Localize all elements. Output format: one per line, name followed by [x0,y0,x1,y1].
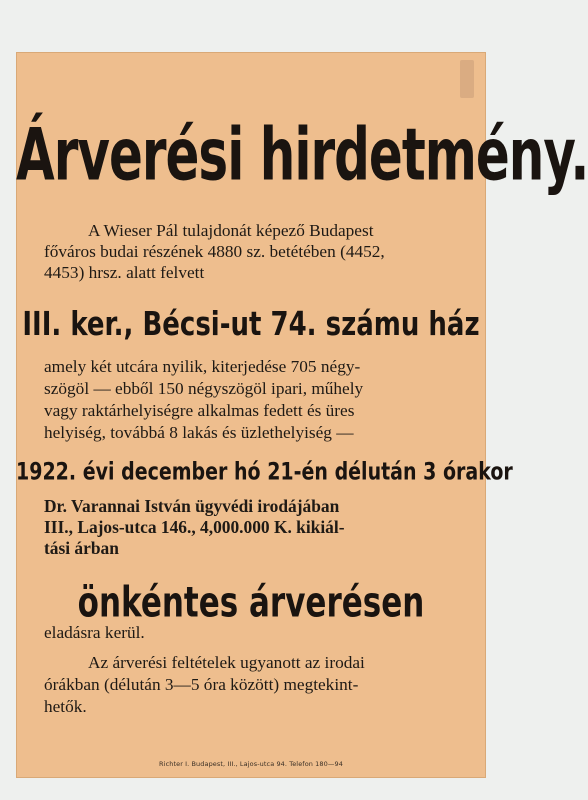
location-line-1: Dr. Varannai István ügyvédi irodájában [44,496,340,516]
auction-heading: önkéntes árverésen [77,578,425,628]
auction-poster [16,52,588,778]
description-paragraph [44,356,462,444]
location-paragraph [44,496,462,559]
description-line-3: vagy raktárhelyiségre alkalmas fedett és üres [44,401,355,420]
description-line-2: szögöl — ebből 150 négyszögöl ipari, műhely [44,379,364,398]
conditions-paragraph [44,652,462,718]
sale-line: eladásra kerül. [44,623,145,642]
conditions-line-2: órákban (délután 3—5 óra között) megtekint- [44,675,359,694]
location-line-3: tási árban [44,538,119,558]
description-line-1: amely két utcára nyilik, kiterjedése 705 négy- [44,357,361,376]
conditions-line-1: Az árverési feltételek ugyanott az irodai [88,653,365,672]
location-line-2: III., Lajos-utca 146., 4,000.000 K. kikiál- [44,517,345,537]
description-line-4: helyiség, továbbá 8 lakás és üzlethelyiség — [44,423,354,442]
intro-line-3: 4453) hrsz. alatt felvett [44,263,205,282]
intro-line-2: főváros budai részének 4880 sz. betétében (4452, [44,242,385,261]
poster-title: Árverési hirdetmény. [16,112,588,197]
intro-line-1: A Wieser Pál tulajdonát képező Budapest [88,221,374,240]
intro-paragraph [44,220,462,283]
property-heading: III. ker., Bécsi-ut 74. számu ház [22,306,480,344]
printer-imprint: Richter I. Budapest, III., Lajos-utca 94. Telefon 180—94 [159,760,343,768]
conditions-line-3: hetők. [44,697,87,716]
date-heading: 1922. évi december hó 21-én délután 3 órakor [16,458,513,486]
